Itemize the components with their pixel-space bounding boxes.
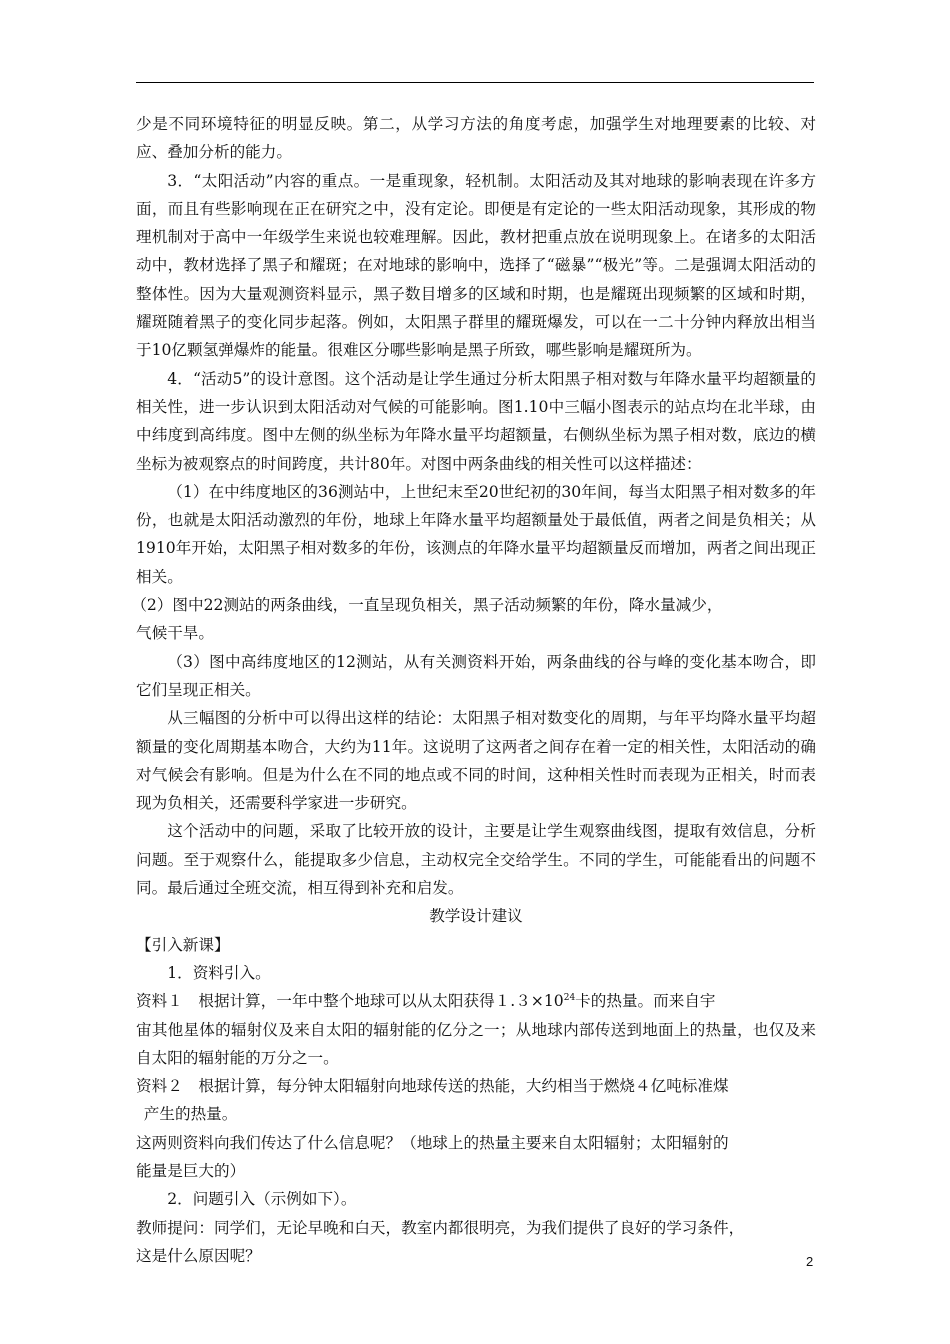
question-line-2: 能量是巨大的） <box>136 1161 246 1180</box>
item-2: 2．问题引入（示例如下）。 <box>167 1190 357 1209</box>
page-number: 2 <box>806 1254 814 1269</box>
item-1: 1．资料引入。 <box>167 963 271 982</box>
paragraph-point-3: （3）图中高纬度地区的12测站，从有关测资料开始，两条曲线的谷与峰的变化基本吻合，即它们呈现正相关。 <box>136 652 816 699</box>
paragraph-point-1: （1）在中纬度地区的36测站中，上世纪末至20世纪初的30年间，每当太阳黑子相对数多的年份，也就是太阳活动激烈的年份，地球上年降水量平均超额量处于最低值，两者之间是负相关；从1910年开始，太阳黑子相对数多的年份，该测点的年降水量平均超额量反而增加，两者之间出现正相关。 <box>136 482 816 586</box>
material-2-line-1: 资料２ 根据计算，每分钟太阳辐射向地球传送的热能，大约相当于燃烧４亿吨标准煤 <box>136 1077 729 1096</box>
material-1-text-a: 资料１ 根据计算，一年中整个地球可以从太阳获得１.３×10 <box>136 992 564 1011</box>
teacher-question-line-1: 教师提问：同学们，无论早晚和白天，教室内都很明亮，为我们提供了良好的学习条件， <box>136 1218 745 1237</box>
paragraph-activity-5: 4．“活动5”的设计意图。这个活动是让学生通过分析太阳黑子相对数与年降水量平均超额量的相关性，进一步认识到太阳活动对气候的可能影响。图1.10中三幅小图表示的站点均在北半球，由中纬度到高纬度。图中左侧的纵坐标为年降水量平均超额量，右侧纵坐标为黑子相对数，底边的横坐标为被观察点的时间跨度，共计80年。对图中两条曲线的相关性可以这样描述： <box>136 369 816 473</box>
section-heading: 教学设计建议 <box>429 907 523 926</box>
material-2-line-2: 产生的热量。 <box>143 1105 238 1124</box>
paragraph-continued: 少是不同环境特征的明显反映。第二，从学习方法的角度考虑，加强学生对地理要素的比较、对应、叠加分析的能力。 <box>136 115 816 162</box>
paragraph-activity-design: 这个活动中的问题，采取了比较开放的设计，主要是让学生观察曲线图，提取有效信息，分析问题。至于观察什么，能提取多少信息，主动权完全交给学生。不同的学生，可能能看出的问题不同。最后通过全班交流，相互得到补充和启发。 <box>136 822 816 898</box>
material-1-line-1 <box>136 987 816 1015</box>
paragraph-conclusion: 从三幅图的分析中可以得出这样的结论：太阳黑子相对数变化的周期，与年平均降水量平均超额量的变化周期基本吻合，大约为11年。这说明了这两者之间存在着一定的相关性，太阳活动的确对气候会有影响。但是为什么在不同的地点或不同的时间，这种相关性时而表现为正相关，时而表现为负相关，还需要科学家进一步研究。 <box>136 709 816 813</box>
material-1-exponent: 24 <box>563 993 576 1004</box>
material-1-text-b: 卡的热量。而来自宇 <box>575 992 716 1011</box>
header-rule <box>136 82 814 83</box>
paragraph-point-2-line-1: （2）图中22测站的两条曲线，一直呈现负相关，黑子活动频繁的年份，降水量减少， <box>131 596 723 615</box>
intro-label: 【引入新课】 <box>136 935 230 954</box>
document-body <box>131 110 816 1270</box>
paragraph-point-2-line-2: 气候干旱。 <box>136 624 214 643</box>
material-1-continued: 宙其他星体的辐射仪及来自太阳的辐射能的亿分之一；从地球内部传送到地面上的热量，也仅及来自太阳的辐射能的万分之一。 <box>136 1020 816 1067</box>
teacher-question-line-2: 这是什么原因呢？ <box>136 1246 261 1265</box>
question-line-1: 这两则资料向我们传达了什么信息呢？（地球上的热量主要来自太阳辐射；太阳辐射的 <box>136 1133 729 1152</box>
paragraph-solar-activity: 3．“太阳活动”内容的重点。一是重现象，轻机制。太阳活动及其对地球的影响表现在许多方面，而且有些影响现在正在研究之中，没有定论。即便是有定论的一些太阳活动现象，其形成的物理机制对于高中一年级学生来说也较难理解。因此，教材把重点放在说明现象上。在诸多的太阳活动中，教材选择了黑子和耀斑；在对地球的影响中，选择了“磁暴”“极光”等。二是强调太阳活动的整体性。因为大量观测资料显示，黑子数目增多的区域和时期，也是耀斑出现频繁的区域和时期，耀斑随着黑子的变化同步起落。例如，太阳黑子群里的耀斑爆发，可以在一二十分钟内释放出相当于10亿颗氢弹爆炸的能量。很难区分哪些影响是黑子所致，哪些影响是耀斑所为。 <box>136 171 816 360</box>
